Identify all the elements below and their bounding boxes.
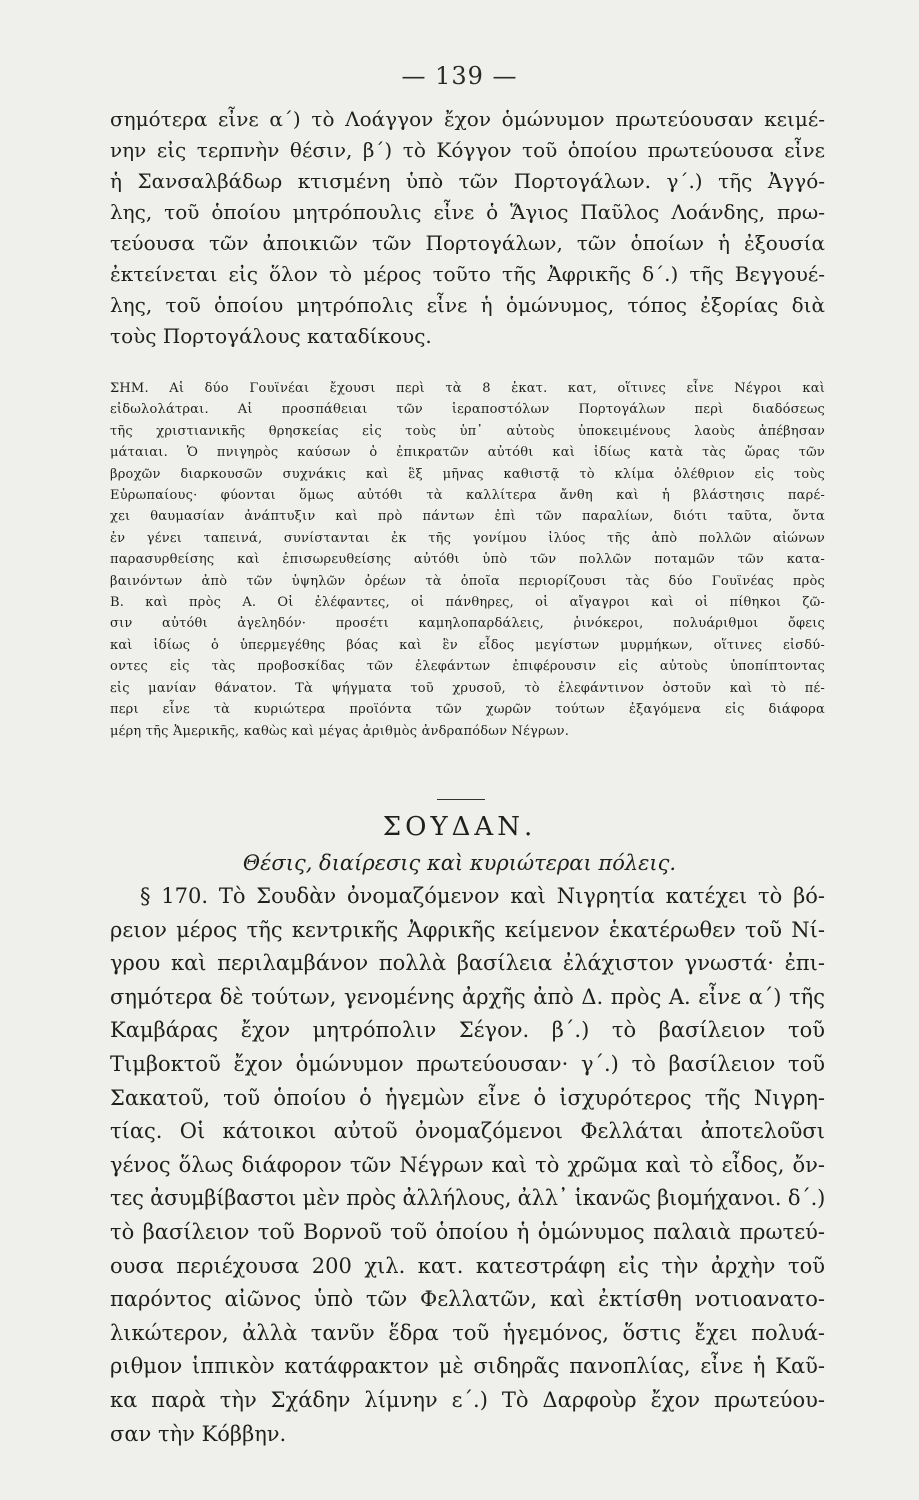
- note-line: μάταιαι. Ὁ πνιγηρὸς καύσων ὁ ἐπικρατῶν αὐτόθι καὶ ἰδίως κατὰ τὰς ὥρας τῶν: [110, 445, 825, 461]
- note-line: εἰς μανίαν θάνατον. Τὰ ψήγματα τοῦ χρυσοῦ, τὸ ἐλεφάντινον ὀστοῦν καὶ τὸ πέ-: [110, 680, 825, 696]
- note-line: παρασυρθείσης καὶ ἐπισωρευθείσης αὐτόθι ὑπὸ τῶν πολλῶν ποταμῶν τῶν κατα-: [110, 552, 825, 568]
- text-line: Καμβάρας ἔχον μητρόπολιν Σέγον. β΄.) τὸ βασίλειον τοῦ: [110, 1018, 825, 1043]
- text-line: τοὺς Πορτογάλους καταδίκους.: [110, 324, 432, 348]
- text-line: γρου καὶ περιλαμβάνον πολλὰ βασίλεια ἐλάχιστον γνωστά· ἐπι-: [110, 951, 825, 976]
- note-line: σιν αὐτόθι ἀγεληδόν· προσέτι καμηλοπαρδάλεις, ῥινόκεροι, πολυάριθμοι ὄφεις: [110, 616, 825, 632]
- text-line: νην εἰς τερπνὴν θέσιν, β΄) τὸ Κόγγον τοῦ ὁποίου πρωτεύουσα εἶνε: [110, 138, 825, 162]
- paragraph-sudan: [110, 880, 825, 1451]
- text-line: κα παρὰ τὴν Σχάδην λίμνην ε΄.) Τὸ Δαρφοὺρ ἔχον πρωτεύου-: [110, 1387, 825, 1412]
- text-line: § 170. Τὸ Σουδὰν ὀνομαζόμενον καὶ Νιγρητία κατέχει τὸ βό-: [140, 884, 825, 908]
- text-line: σαν τὴν Κόββην.: [110, 1421, 287, 1446]
- section-subheading: Θέσις, διαίρεσις καὶ κυριώτεραι πόλεις.: [242, 851, 677, 875]
- note-line: περι εἶνε τὰ κυριώτερα προϊόντα τῶν χωρῶν τούτων ἐξαγόμενα εἰς διάφορα: [110, 702, 825, 718]
- section-heading: ΣΟΥΔΑΝ.: [382, 812, 537, 842]
- text-line: τεύουσα τῶν ἀποικιῶν τῶν Πορτογάλων, τῶν ὁποίων ἡ ἐξουσία: [110, 231, 825, 255]
- note-line: Β. καὶ πρὸς Α. Οἱ ἐλέφαντες, οἱ πάνθηρες, οἱ αἴγαγροι καὶ οἱ πίθηκοι ζῶ-: [110, 595, 825, 611]
- text-line: τὸ βασίλειον τοῦ Βορνοῦ τοῦ ὁποίου ἡ ὁμώνυμος παλαιὰ πρωτεύ-: [110, 1219, 825, 1244]
- text-line: λης, τοῦ ὁποίου μητρόπολις εἶνε ἡ ὁμώνυμος, τόπος ἐξορίας διὰ: [110, 293, 825, 317]
- text-line: ριθμον ἱππικὸν κατάφρακτον μὲ σιδηρᾶς πανοπλίας, εἶνε ἡ Καῦ-: [110, 1354, 825, 1379]
- text-line: λης, τοῦ ὁποίου μητρόπουλις εἶνε ὁ Ἅγιος Παῦλος Λοάνδης, πρω-: [110, 200, 825, 224]
- note-line: τῆς χριστιανικῆς θρησκείας εἰς τοὺς ὑπ᾽ αὐτοὺς ὑποκειμένους λαοὺς ἀπέβησαν: [110, 423, 825, 439]
- text-line: τες ἀσυμβίβαστοι μὲν πρὸς ἀλλήλους, ἀλλ᾽ ἱκανῶς βιομήχανοι. δ΄.): [110, 1186, 826, 1211]
- note-line: ΣΗΜ. Αἱ δύο Γουϊνέαι ἔχουσι περὶ τὰ 8 ἑκατ. κατ, οἵτινες εἶνε Νέγροι καὶ: [110, 381, 825, 396]
- note-line: καὶ ἰδίως ὁ ὑπερμεγέθης βόας καὶ ἓν εἶδος μεγίστων μυρμήκων, οἵτινες εἰσδύ-: [110, 637, 825, 653]
- text-line: Τιμβοκτοῦ ἔχον ὁμώνυμον πρωτεύουσαν· γ΄.) τὸ βασίλειον τοῦ: [110, 1051, 825, 1076]
- text-line: ἡ Σανσαλβάδωρ κτισμένη ὑπὸ τῶν Πορτογάλων. γ΄.) τῆς Ἀγγό-: [110, 169, 825, 193]
- text-line: ουσα περιέχουσα 200 χιλ. κατ. κατεστράφη εἰς τὴν ἀρχὴν τοῦ: [110, 1253, 825, 1278]
- note-line: χει θαυμασίαν ἀνάπτυξιν καὶ πρὸ πάντων ἐπὶ τῶν παραλίων, διότι ταῦτα, ὄντα: [110, 509, 825, 525]
- note-line: εἰδωλολάτραι. Αἱ προσπάθειαι τῶν ἱεραποστόλων Πορτογάλων περὶ διαδόσεως: [110, 402, 825, 418]
- text-line: σημότερα εἶνε α΄) τὸ Λοάγγον ἔχον ὁμώνυμον πρωτεύουσαν κειμέ-: [110, 107, 825, 131]
- text-line: παρόντος αἰῶνος ὑπὸ τῶν Φελλατῶν, καὶ ἐκτίσθη νοτιοανατο-: [110, 1287, 825, 1312]
- note-line: ἐν γένει ταπεινά, συνίστανται ἐκ τῆς γονίμου ἰλύος τῆς ἀπὸ πολλῶν αἰώνων: [110, 530, 825, 546]
- text-line: γένος ὅλως διάφορον τῶν Νέγρων καὶ τὸ χρῶμα καὶ τὸ εἶδος, ὄν-: [110, 1152, 825, 1177]
- note-line: βαινόντων ἀπὸ τῶν ὑψηλῶν ὀρέων τὰ ὁποῖα περιορίζουσι τὰς δύο Γουϊνέας πρὸς: [110, 573, 825, 589]
- page-number: — 139 —: [401, 62, 518, 90]
- note-line: οντες εἰς τὰς προβοσκίδας τῶν ἐλεφάντων ἐπιφέρουσιν εἰς αὐτοὺς ὑποπίπτοντας: [110, 659, 825, 675]
- section-divider: [437, 799, 485, 800]
- note-line: βροχῶν διαρκουσῶν συχνάκις καὶ ἓξ μῆνας καθιστᾷ τὸ κλίμα ὀλέθριον εἰς τοὺς: [110, 466, 825, 482]
- text-line: σημότερα δὲ τούτων, γενομένης ἀρχῆς ἀπὸ Δ. πρὸς Α. εἶνε α΄) τῆς: [110, 984, 825, 1009]
- text-line: λικώτερον, ἀλλὰ τανῦν ἕδρα τοῦ ἡγεμόνος, ὅστις ἔχει πολυά-: [110, 1320, 825, 1345]
- text-line: ἐκτείνεται εἰς ὅλον τὸ μέρος τοῦτο τῆς Ἀφρικῆς δ΄.) τῆς Βεγγουέ-: [110, 262, 825, 286]
- text-line: τίας. Οἱ κάτοικοι αὐτοῦ ὀνομαζόμενοι Φελλάται ἀποτελοῦσι: [110, 1119, 825, 1144]
- text-line: ρειον μέρος τῆς κεντρικῆς Ἀφρικῆς κείμενον ἑκατέρωθεν τοῦ Νί-: [110, 917, 825, 942]
- note-line: Εὐρωπαίους· φύονται ὅμως αὐτόθι τὰ καλλίτερα ἄνθη καὶ ἡ βλάστησις παρέ-: [110, 488, 825, 504]
- paragraph-angola-benguela: [110, 104, 825, 352]
- note-line: μέρη τῆς Ἀμερικῆς, καθὼς καὶ μέγας ἀριθμὸς ἀνδραπόδων Νέγρων.: [110, 723, 570, 739]
- text-line: Σακατοῦ, τοῦ ὁποίου ὁ ἡγεμὼν εἶνε ὁ ἰσχυρότερος τῆς Νιγρη-: [110, 1085, 825, 1110]
- footnote-guinea: [110, 378, 825, 742]
